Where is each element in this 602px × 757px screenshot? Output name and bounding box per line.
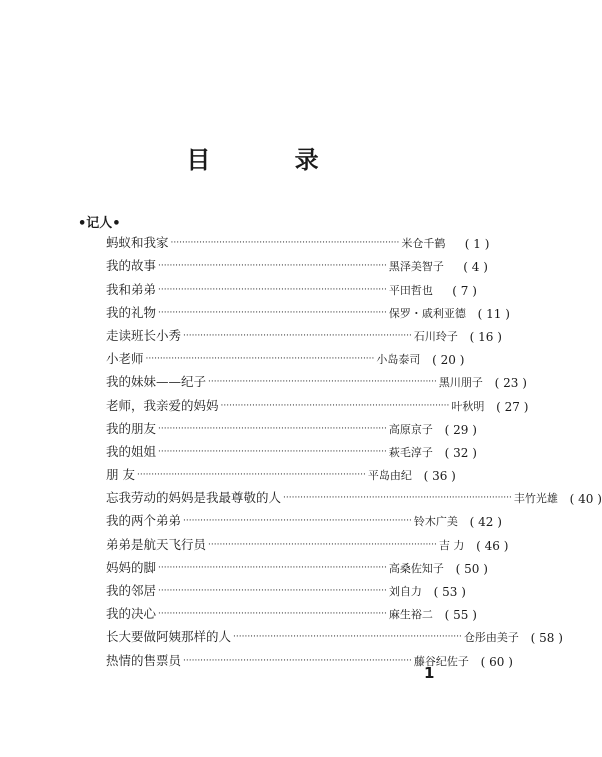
leader-dots: ················································································ [183, 516, 412, 527]
entry-page: ( 58 ) [530, 631, 563, 646]
leader-dots: ················································································ [170, 238, 400, 249]
entry-page: ( 11 ) [477, 306, 510, 321]
entry-title: 我的姐姐 [106, 443, 157, 459]
entry-author: 高桑佐知子 [388, 561, 444, 575]
entry-title: 老师，我亲爱的妈妈 [106, 397, 219, 413]
entry-page: ( 4 ) [463, 260, 488, 275]
entry-author: 藤谷纪佐子 [413, 654, 469, 668]
entry-title: 我的礼物 [106, 304, 157, 320]
entry-author: 保罗・戚利亚德 [388, 306, 466, 320]
toc-entry[interactable] [106, 298, 510, 321]
entry-author: 萩毛淳子 [388, 445, 433, 459]
entry-page: ( 29 ) [444, 422, 477, 437]
entry-author: 丰竹光雄 [513, 492, 558, 506]
entry-page: ( 16 ) [469, 329, 502, 344]
toc-entry[interactable] [106, 274, 477, 298]
toc-entry[interactable] [106, 506, 502, 530]
entry-title: 朋 友 [106, 467, 135, 483]
entry-title: 我的故事 [106, 258, 157, 274]
entry-page: ( 40 ) [569, 492, 602, 507]
entry-page: ( 46 ) [476, 538, 509, 553]
entry-author: 麻生裕二 [388, 608, 433, 622]
toc-entry[interactable] [106, 460, 456, 484]
entry-author: 黑川朋子 [438, 376, 483, 390]
entry-title: 走读班长小秀 [106, 327, 182, 343]
table-of-contents [106, 228, 602, 669]
entry-title: 我的朋友 [106, 420, 157, 436]
entry-title: 弟弟是航天飞行员 [106, 536, 207, 552]
toc-entry[interactable] [106, 483, 602, 507]
leader-dots: ················································································ [220, 400, 450, 411]
entry-page: ( 32 ) [444, 445, 477, 460]
leader-dots: ················································································ [183, 330, 412, 341]
entry-title: 我和弟弟 [106, 281, 157, 297]
entry-author: 黑泽美智子 [388, 260, 444, 274]
entry-page: ( 42 ) [469, 515, 502, 530]
entry-author: 小岛泰司 [376, 353, 421, 367]
entry-page: ( 36 ) [423, 469, 456, 484]
entry-title: 我的两个弟弟 [106, 513, 182, 529]
leader-dots: ················································································ [158, 586, 387, 596]
leader-dots: ················································································ [183, 655, 412, 666]
entry-author: 刘自力 [388, 585, 422, 598]
entry-page: ( 1 ) [464, 237, 490, 252]
entry-author: 叶秋明 [451, 399, 485, 413]
toc-entry[interactable] [106, 344, 465, 368]
entry-title: 忘我劳动的妈妈是我最尊敬的人 [106, 490, 282, 506]
leader-dots: ················································································ [233, 632, 462, 643]
page-title: 目 录 [186, 146, 357, 174]
toc-entry[interactable] [106, 414, 477, 437]
entry-author: 平岛由纪 [367, 469, 412, 483]
leader-dots: ················································································ [158, 284, 387, 295]
toc-entry[interactable] [106, 622, 563, 646]
entry-title: 小老师 [106, 351, 144, 367]
entry-author: 吉 力 [438, 538, 465, 552]
toc-entry[interactable] [106, 576, 466, 599]
toc-entry[interactable] [106, 529, 509, 553]
entry-page: ( 23 ) [494, 376, 527, 391]
toc-entry[interactable] [106, 228, 490, 252]
leader-dots: ················································································ [158, 423, 387, 434]
toc-entry[interactable] [106, 645, 513, 669]
entry-title: 热情的售票员 [106, 652, 182, 668]
entry-page: ( 55 ) [444, 608, 477, 623]
page-number: 1 [424, 664, 435, 682]
leader-dots: ················································································ [208, 539, 437, 550]
toc-entry[interactable] [106, 390, 529, 414]
entry-title: 长大要做阿姨那样的人 [106, 629, 232, 645]
entry-title: 蚂蚁和我家 [106, 235, 169, 251]
entry-author: 平田哲也 [388, 283, 433, 297]
entry-page: ( 7 ) [452, 283, 477, 298]
entry-title: 我的邻居 [106, 583, 157, 598]
leader-dots: ················································································ [158, 609, 387, 620]
section-heading: •记人• [78, 216, 121, 231]
leader-dots: ················································································ [158, 261, 387, 272]
entry-title: 我的决心 [106, 606, 157, 622]
leader-dots: ················································································ [145, 354, 375, 365]
entry-page: ( 50 ) [455, 561, 488, 576]
entry-author: 仓彤由美子 [463, 631, 519, 645]
toc-entry[interactable] [106, 321, 502, 344]
leader-dots: ················································································ [158, 562, 387, 573]
toc-entry[interactable] [106, 553, 488, 576]
toc-entry[interactable] [106, 437, 477, 460]
toc-entry[interactable] [106, 251, 488, 275]
leader-dots: ················································································ [136, 470, 366, 481]
entry-page: ( 53 ) [433, 585, 466, 599]
entry-author: 米仓千鹤 [401, 237, 446, 251]
toc-entry[interactable] [106, 367, 527, 391]
entry-author: 铃木广美 [413, 515, 458, 529]
entry-page: ( 60 ) [480, 654, 513, 669]
entry-title: 妈妈的脚 [106, 559, 157, 575]
leader-dots: ················································································ [283, 493, 512, 504]
entry-author: 高原京子 [388, 422, 433, 436]
entry-page: ( 20 ) [432, 353, 465, 368]
entry-title: 我的妹妹——纪子 [106, 374, 207, 390]
toc-entry[interactable] [106, 599, 477, 623]
leader-dots: ················································································ [158, 307, 387, 318]
leader-dots: ················································································ [208, 377, 437, 388]
entry-author: 石川玲子 [413, 329, 458, 343]
leader-dots: ················································································ [158, 446, 387, 457]
entry-page: ( 27 ) [496, 399, 529, 414]
